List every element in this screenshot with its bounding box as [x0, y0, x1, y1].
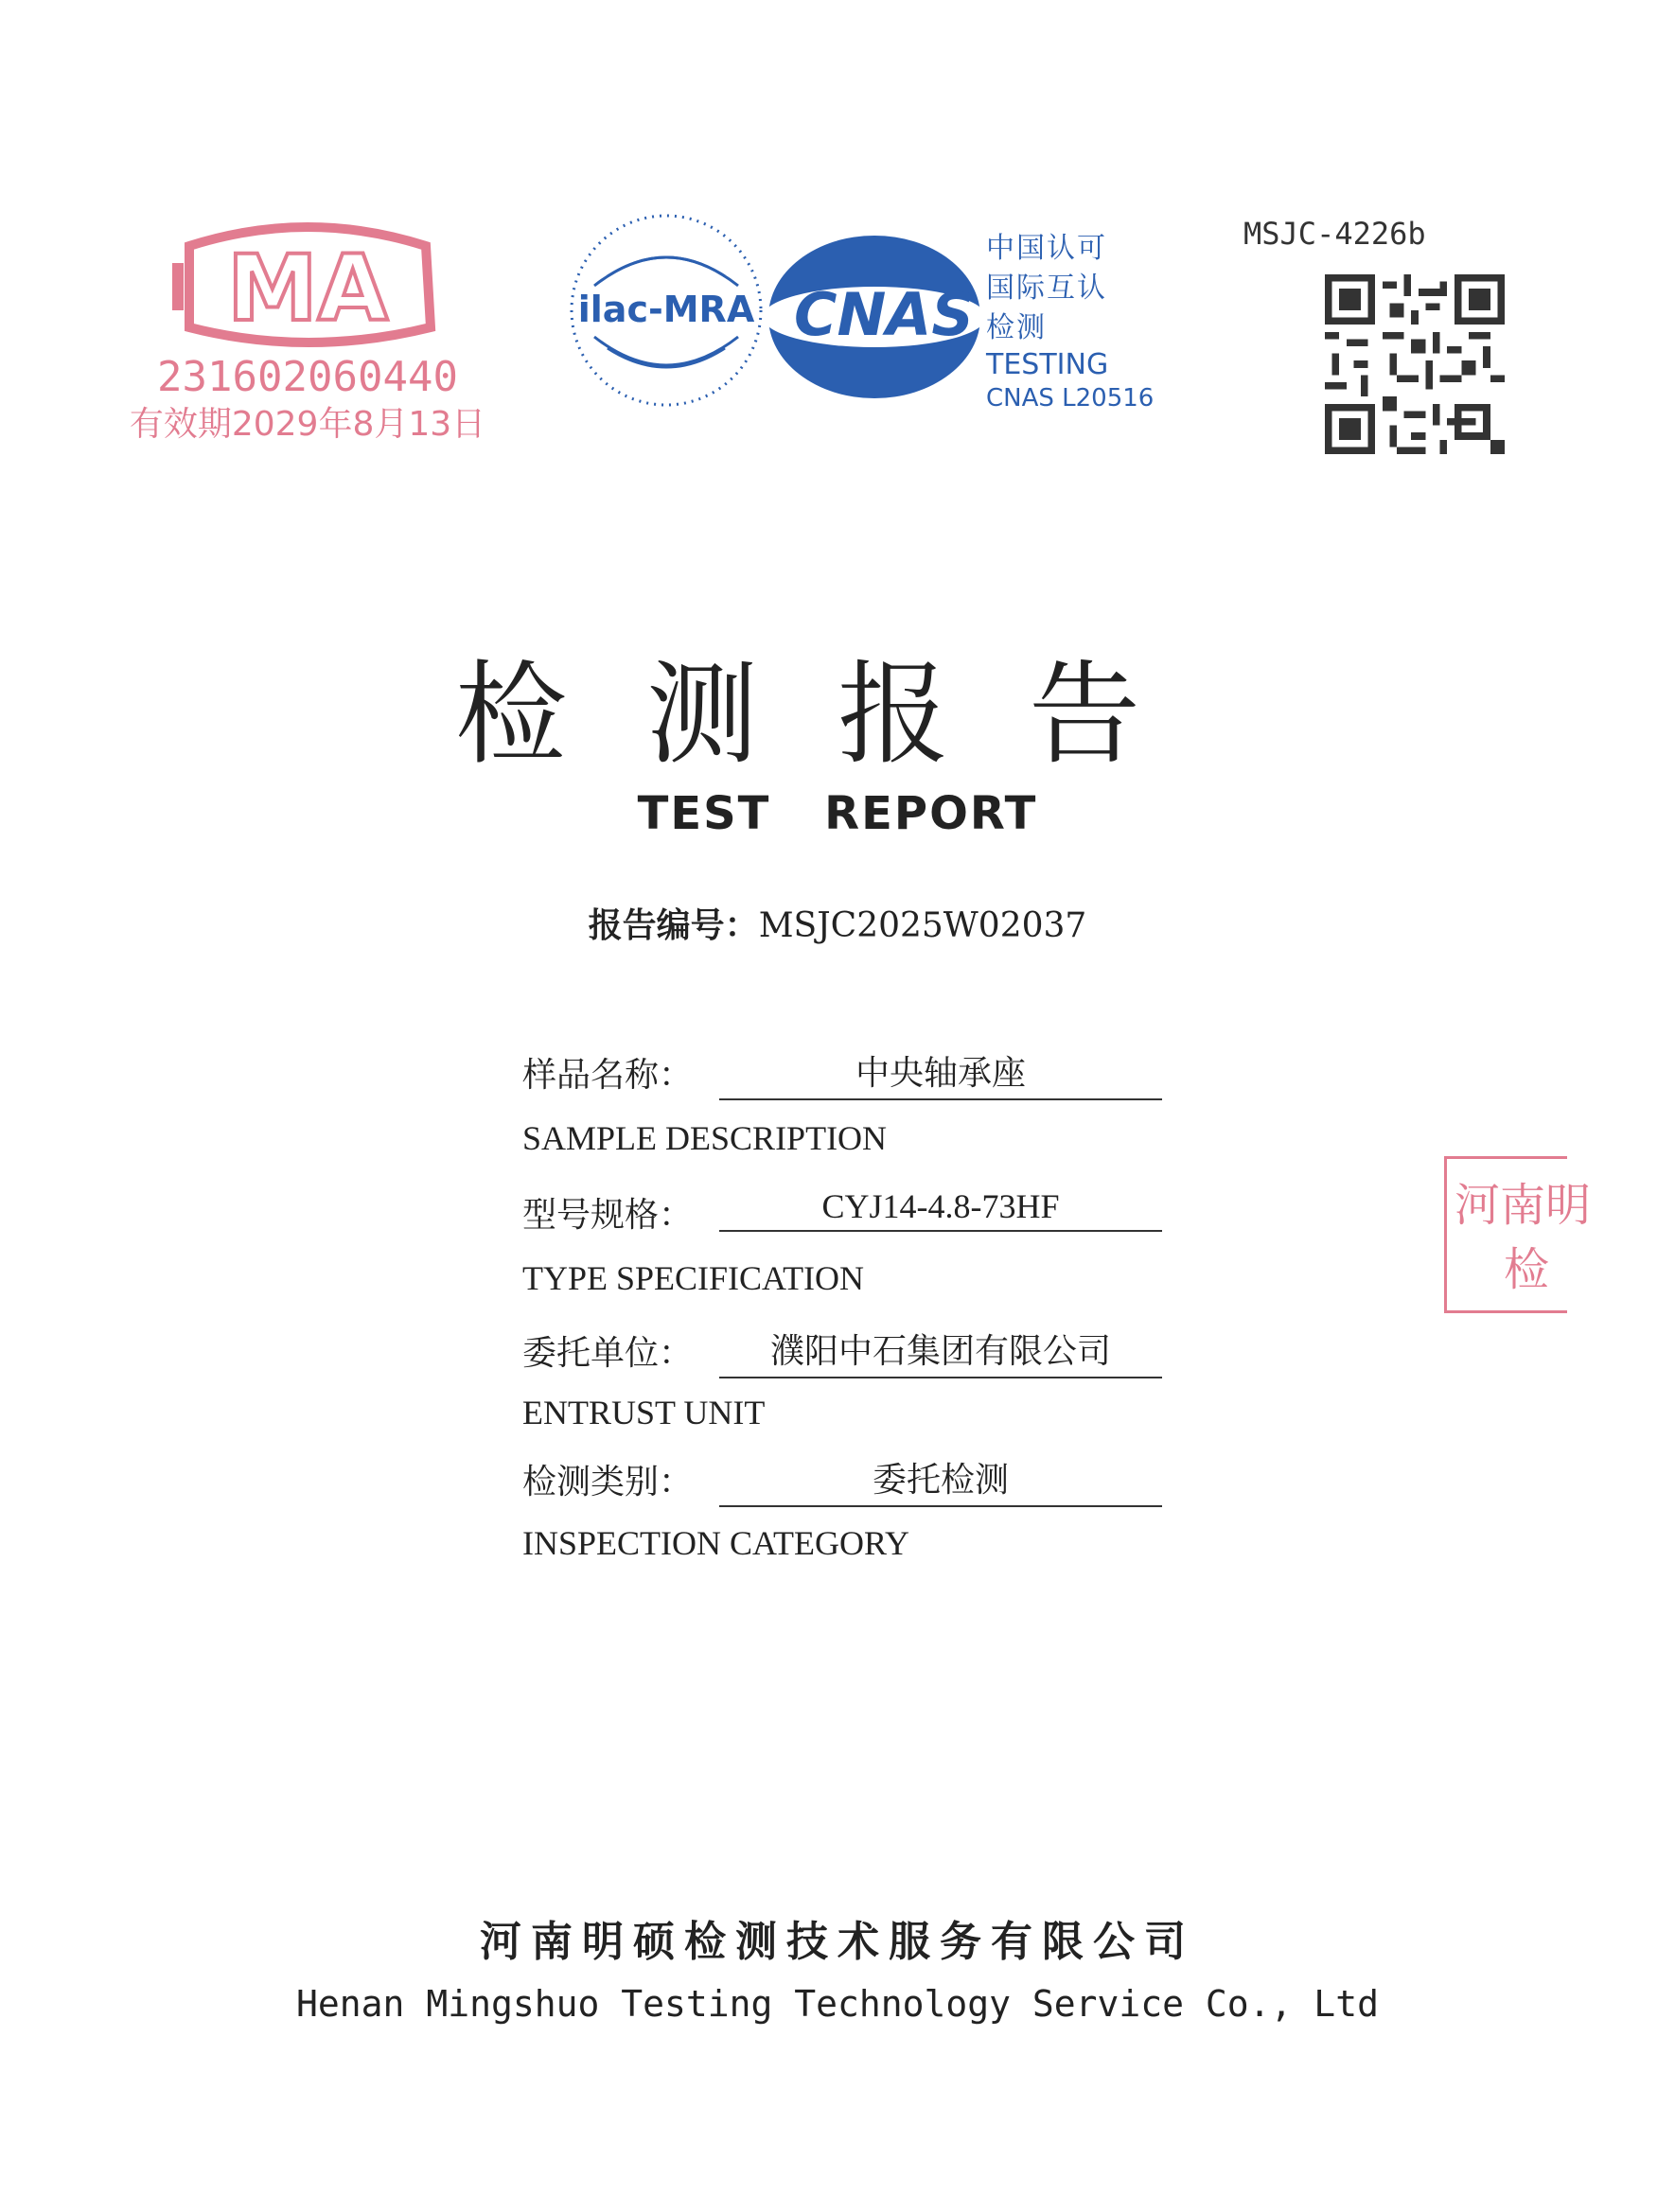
- edge-seal-line1: 河南明: [1455, 1179, 1592, 1232]
- category-value: 委托检测: [719, 1453, 1162, 1507]
- cnas-line3: 检测: [986, 311, 1047, 344]
- cma-number: 231602060440: [157, 353, 458, 401]
- edge-seal-line2: 检: [1504, 1243, 1550, 1296]
- entrust-label-cn: 委托单位：: [522, 1334, 694, 1373]
- report-number: [0, 899, 1675, 947]
- type-label-en: TYPE SPECIFICATION: [522, 1259, 865, 1297]
- ilac-mra-logo: [566, 210, 767, 411]
- cma-logo: [129, 216, 486, 444]
- qr-code-icon: [1325, 274, 1505, 454]
- cnas-line1: 中国认可: [986, 232, 1107, 265]
- cnas-caption: [986, 229, 1175, 414]
- cnas-line2: 国际互认: [986, 272, 1107, 305]
- entrust-value: 濮阳中石集团有限公司: [719, 1325, 1162, 1378]
- company-name-en: Henan Mingshuo Testing Technology Service Co., Ltd: [296, 1983, 1379, 2025]
- category-label-en: INSPECTION CATEGORY: [522, 1524, 910, 1562]
- sample-label-en: SAMPLE DESCRIPTION: [522, 1119, 888, 1157]
- cma-validity: 有效期2029年8月13日: [129, 405, 486, 444]
- edge-seal-stamp: [1444, 1156, 1592, 1313]
- svg-text:MA: MA: [227, 236, 388, 342]
- company-name-cn: 河南明硕检测技术服务有限公司: [480, 1918, 1195, 1966]
- sample-label-cn: 样品名称：: [522, 1056, 694, 1095]
- report-number-value: MSJC2025W02037: [758, 906, 1087, 945]
- cnas-logo: [763, 229, 1009, 405]
- category-label-cn: 检测类别：: [522, 1463, 694, 1501]
- document-code: MSJC-4226b: [1243, 216, 1426, 252]
- entrust-label-en: ENTRUST UNIT: [522, 1394, 766, 1431]
- cnas-line5: CNAS L20516: [986, 384, 1155, 413]
- svg-text:ilac-MRA: ilac-MRA: [577, 289, 755, 330]
- type-label-cn: 型号规格：: [522, 1196, 694, 1235]
- sample-value: 中央轴承座: [719, 1046, 1162, 1100]
- report-title-cn: 检测报告: [454, 649, 1220, 780]
- svg-text:CNAS: CNAS: [793, 280, 975, 349]
- cnas-line4: TESTING: [986, 348, 1109, 381]
- report-title-en: TEST REPORT: [637, 787, 1038, 840]
- type-value: CYJ14-4.8-73HF: [719, 1186, 1162, 1232]
- report-number-label: 报告编号：: [588, 906, 759, 945]
- cma-stamp: [129, 216, 486, 444]
